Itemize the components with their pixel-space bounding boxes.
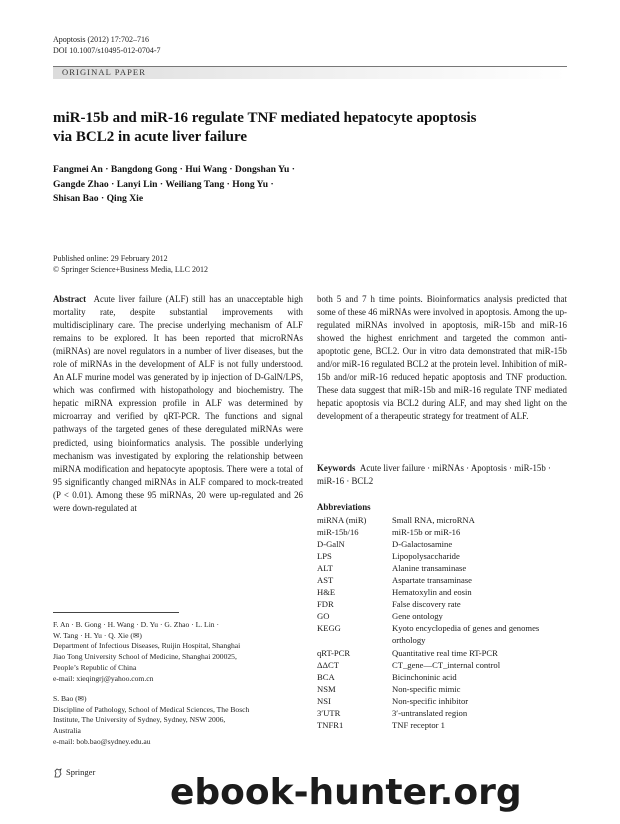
abbreviation-definition: Small RNA, microRNA xyxy=(392,515,475,525)
abbreviation-term: D-GalN xyxy=(317,539,345,550)
abbreviation-term: miR-15b/16 xyxy=(317,527,359,538)
abstract-heading: Abstract xyxy=(53,294,87,304)
abbreviation-row xyxy=(317,538,567,550)
abbreviation-row xyxy=(317,550,567,562)
abbreviation-row xyxy=(317,707,567,719)
abbreviation-definition: 3′-untranslated region xyxy=(392,707,468,718)
affiliation-authors: S. Bao (✉) xyxy=(53,694,87,703)
journal-doi: DOI 10.1007/s10495-012-0704-7 xyxy=(53,46,161,55)
keywords-heading: Keywords xyxy=(317,463,356,473)
abbreviation-row xyxy=(317,574,567,586)
abbreviation-definition: miR-15b or miR-16 xyxy=(392,527,461,538)
abbreviations-heading: Abbreviations xyxy=(317,502,371,512)
affiliation-email: e-mail: bob.bao@sydney.edu.au xyxy=(53,736,151,746)
abbreviation-term: TNFR1 xyxy=(317,719,344,730)
abbreviation-definition: Bicinchoninic acid xyxy=(392,671,457,682)
abbreviation-row xyxy=(317,647,567,659)
abbreviation-term: ΔΔCT xyxy=(317,659,340,670)
abbreviation-term: qRT-PCR xyxy=(317,647,351,658)
affiliation-email: e-mail: xieqingrj@yahoo.com.cn xyxy=(53,673,154,683)
published-date: Published online: 29 February 2012 xyxy=(53,254,168,263)
affiliation-line: Jiao Tong University School of Medicine, Shanghai 200025, xyxy=(53,652,237,662)
footnote-rule xyxy=(53,612,179,613)
abbreviation-row xyxy=(317,586,567,598)
publisher-footer xyxy=(53,767,95,778)
affiliation-ruijin xyxy=(53,620,298,684)
abbreviation-row xyxy=(317,659,567,671)
affiliation-line: People’s Republic of China xyxy=(53,662,137,672)
abstract-right-column xyxy=(317,293,567,423)
abbreviation-definition: D-Galactosamine xyxy=(392,539,453,550)
abbreviation-term: H&E xyxy=(317,587,336,598)
abbreviation-definition: CT_gene—CT_internal control xyxy=(392,659,501,670)
paper-title xyxy=(53,109,563,147)
abbreviation-row xyxy=(317,562,567,574)
abbreviation-definition: Alanine transaminase xyxy=(392,563,467,574)
journal-header xyxy=(53,34,161,56)
abbreviation-row xyxy=(317,622,567,646)
publisher-name: Springer xyxy=(66,767,96,777)
abbreviation-definition: Lipopolysaccharide xyxy=(392,551,460,562)
abbreviation-definition: Quantitative real time RT-PCR xyxy=(392,647,498,658)
abbreviation-term: NSM xyxy=(317,683,336,694)
abbreviation-definition: TNF receptor 1 xyxy=(392,719,445,730)
affiliation-authors: W. Tang · H. Yu · Q. Xie (✉) xyxy=(53,630,142,640)
abbreviation-row xyxy=(317,610,567,622)
abbreviation-row xyxy=(317,514,567,526)
abbreviation-term: BCA xyxy=(317,671,335,682)
abbreviation-row xyxy=(317,683,567,695)
keywords-text: Acute liver failure · miRNAs · Apoptosis · miR-15b · miR-16 · BCL2 xyxy=(317,463,551,487)
abbreviation-definition: Gene ontology xyxy=(392,611,443,622)
banner-label: ORIGINAL PAPER xyxy=(62,67,146,77)
affiliation-line: Institute, The University of Sydney, Sydney, NSW 2006, xyxy=(53,715,226,725)
abstract-left-column xyxy=(53,293,303,515)
affiliation-line: Australia xyxy=(53,726,81,736)
springer-horse-icon xyxy=(53,768,63,778)
abbreviation-term: 3′UTR xyxy=(317,707,341,718)
author-line: Gangde Zhao · Lanyi Lin · Weiliang Tang · Hong Yu · xyxy=(53,178,274,190)
abbreviation-term: FDR xyxy=(317,599,334,610)
abbreviation-term: AST xyxy=(317,575,334,586)
abbreviation-term: GO xyxy=(317,611,330,622)
abbreviation-row xyxy=(317,695,567,707)
abbreviation-definition: Kyoto encyclopedia of genes and genomes orthology xyxy=(392,623,540,646)
affiliation-line: Discipline of Pathology, School of Medical Sciences, The Bosch xyxy=(53,704,250,714)
author-line: Fangmei An · Bangdong Gong · Hui Wang · Dongshan Yu · xyxy=(53,164,295,175)
abbreviation-term: NSI xyxy=(317,695,331,706)
abbreviation-term: KEGG xyxy=(317,623,341,634)
abbreviation-row xyxy=(317,671,567,683)
abbreviations-list xyxy=(317,514,567,731)
abbreviation-definition: Hematoxylin and eosin xyxy=(392,587,472,598)
abstract-text-continued: both 5 and 7 h time points. Bioinformatics analysis predicted that some of these 46 miRNAs were involved in apoptosis. Among the up-regulated miRNAs involved in apoptosis, miR-15b and miR-16 showed the highest enrichment and targeted the common anti-apoptotic gene, BCL2. Our in vitro data demonstrated that miR-15b and/or miR-16 regulated BCL2 at the protein level. Inhibition of miR-15b and/or miR-16 reduced hepatic apoptosis and TNF production. These data suggest that miR-15b and miR-16 regulate TNF mediated hepatic apoptosis via BCL2 during ALF, and may shed light on the development of a therapeutic strategy for treatment of ALF. xyxy=(317,294,567,422)
keywords xyxy=(317,462,567,488)
abbreviation-term: ALT xyxy=(317,563,333,574)
author-list xyxy=(53,163,473,207)
journal-citation: Apoptosis (2012) 17:702–716 xyxy=(53,35,149,44)
title-line: via BCL2 in acute liver failure xyxy=(53,129,248,145)
abbreviation-row xyxy=(317,526,567,538)
watermark: ebook-hunter.org xyxy=(170,772,522,813)
affiliation-authors: F. An · B. Gong · H. Wang · D. Yu · G. Zhao · L. Lin · xyxy=(53,620,220,629)
abbreviation-definition: Aspartate transaminase xyxy=(392,575,472,586)
affiliation-line: Department of Infectious Diseases, Ruijin Hospital, Shanghai xyxy=(53,641,241,651)
abbreviation-definition: False discovery rate xyxy=(392,599,461,610)
abbreviation-row xyxy=(317,719,567,731)
publication-info xyxy=(53,253,208,275)
affiliation-sydney xyxy=(53,694,298,748)
title-line: miR-15b and miR-16 regulate TNF mediated hepatocyte apoptosis xyxy=(53,110,477,126)
abstract-text: Acute liver failure (ALF) still has an unacceptable high mortality rate, despite substantial improvements with multidisciplinary care. The precise underlying mechanism of ALF remains to be explored. It has been reported that microRNAs (miRNAs) are novel regulators in a number of liver diseases, but the role of miRNAs in the development of ALF is not fully understood. An ALF murine model was generated by ip injection of D-GalN/LPS, which was confirmed with histopathology and biochemistry. The hepatic miRNA expression profile in ALF was determined by microarray and verified by qRT-PCR. The functions and signal pathways of the targeted genes of these deregulated miRNAs were predicted, using bioinformatics analysis. The possible underlying mechanism was investigated by exploring the relationship between miRNA modification and hepatocyte apoptosis. There were a total of 95 significantly changed miRNAs in ALF compared to mock-treated (P < 0.01). Among these 95 miRNAs, 20 were up-regulated and 26 were down-regulated at xyxy=(53,294,303,513)
abbreviation-definition: Non-specific mimic xyxy=(392,683,461,694)
abbreviation-term: LPS xyxy=(317,551,332,562)
copyright: © Springer Science+Business Media, LLC 2012 xyxy=(53,265,209,274)
abbreviation-row xyxy=(317,598,567,610)
abbreviation-definition: Non-specific inhibitor xyxy=(392,695,469,706)
author-line: Shisan Bao · Qing Xie xyxy=(53,193,144,204)
abbreviation-term: miRNA (miR) xyxy=(317,515,367,525)
